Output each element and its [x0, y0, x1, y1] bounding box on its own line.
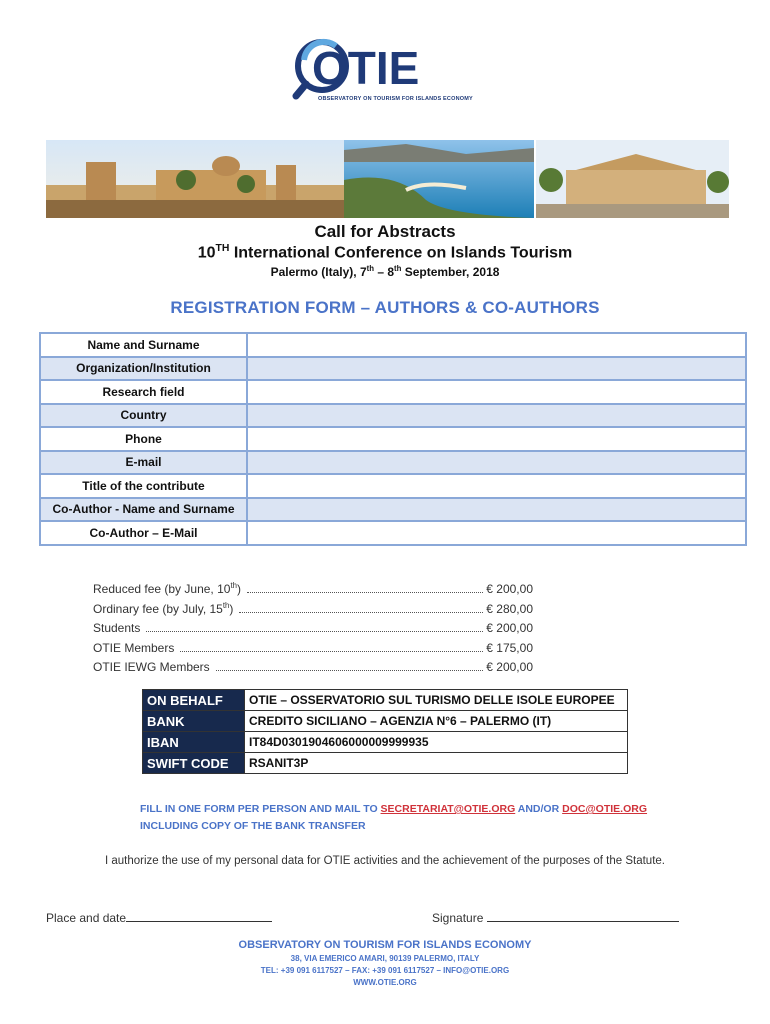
bank-key: ON BEHALF	[143, 690, 245, 711]
form-field-label: Co-Author - Name and Surname	[40, 498, 247, 522]
bank-key: SWIFT CODE	[143, 753, 245, 774]
logo-subtitle: OBSERVATORY ON TOURISM FOR ISLANDS ECONOMY	[318, 96, 473, 102]
call-title: Call for Abstracts	[314, 222, 456, 241]
fee-label: OTIE Members	[93, 640, 175, 655]
form-field-input[interactable]	[247, 498, 746, 522]
bank-row	[143, 753, 628, 774]
form-field-input[interactable]	[247, 357, 746, 381]
signature-field[interactable]	[487, 910, 679, 922]
fee-leader	[239, 612, 483, 613]
form-row	[40, 521, 746, 545]
form-field-label: Title of the contribute	[40, 474, 247, 498]
fee-label: Students	[93, 621, 141, 635]
registration-table	[39, 332, 747, 546]
fee-amount: € 280,00	[486, 601, 533, 616]
fee-leader	[180, 651, 483, 652]
banner-image	[46, 140, 729, 218]
form-field-input[interactable]	[247, 404, 746, 428]
doc-email-link[interactable]: DOC@OTIE.ORG	[562, 803, 648, 815]
fee-amount: € 200,00	[486, 582, 533, 596]
bank-key: IBAN	[143, 732, 245, 753]
bank-transfer-note: INCLUDING COPY OF THE BANK TRANSFER	[140, 820, 366, 832]
bank-details-table	[142, 689, 628, 774]
footer-org: OBSERVATORY ON TOURISM FOR ISLANDS ECONOMY	[238, 939, 532, 951]
fee-item	[93, 640, 533, 660]
form-row	[40, 498, 746, 522]
form-field-label: Research field	[40, 380, 247, 404]
bank-row	[143, 690, 628, 711]
svg-text:OTIE: OTIE	[312, 42, 420, 94]
fee-amount: € 200,00	[486, 660, 533, 674]
fee-label: Reduced fee (by June, 10th)	[93, 581, 241, 596]
form-field-input[interactable]	[247, 521, 746, 545]
fee-amount: € 175,00	[486, 640, 533, 655]
fee-label: Ordinary fee (by July, 15th)	[93, 600, 234, 616]
bank-row	[143, 711, 628, 732]
fee-amount: € 200,00	[486, 621, 533, 635]
form-title: REGISTRATION FORM – AUTHORS & CO-AUTHORS	[170, 298, 600, 317]
form-field-label: Country	[40, 404, 247, 428]
form-row	[40, 333, 746, 357]
footer-address: 38, VIA EMERICO AMARI, 90139 PALERMO, ITALY	[290, 954, 480, 963]
bank-value: CREDITO SICILIANO – AGENZIA N°6 – PALERMO (IT)	[245, 711, 628, 732]
bank-value: OTIE – OSSERVATORIO SUL TURISMO DELLE ISOLE EUROPEE	[245, 690, 628, 711]
mail-instructions: FILL IN ONE FORM PER PERSON AND MAIL TO SECRETARIAT@OTIE.ORG AND/OR DOC@OTIE.ORG	[140, 803, 648, 815]
place-date-field[interactable]	[126, 910, 272, 922]
fee-item	[93, 581, 533, 601]
form-field-input[interactable]	[247, 333, 746, 357]
signature: Signature	[432, 910, 679, 925]
secretariat-email-link[interactable]: SECRETARIAT@OTIE.ORG	[380, 803, 516, 815]
form-field-label: Organization/Institution	[40, 357, 247, 381]
form-field-input[interactable]	[247, 474, 746, 498]
fee-item	[93, 601, 533, 621]
bank-value: RSANIT3P	[245, 753, 628, 774]
form-row	[40, 451, 746, 475]
bank-value: IT84D0301904606000009999935	[245, 732, 628, 753]
fee-item	[93, 659, 533, 679]
bank-key: BANK	[143, 711, 245, 732]
fee-leader	[216, 670, 484, 671]
bank-row	[143, 732, 628, 753]
form-field-label: Phone	[40, 427, 247, 451]
fee-leader	[247, 592, 483, 593]
form-row	[40, 404, 746, 428]
fee-leader	[146, 631, 483, 632]
form-row	[40, 357, 746, 381]
form-field-label: E-mail	[40, 451, 247, 475]
form-field-label: Name and Surname	[40, 333, 247, 357]
fee-label: OTIE IEWG Members	[93, 660, 210, 674]
privacy-authorization: I authorize the use of my personal data for OTIE activities and the achievement of the purposes of the Statute.	[105, 855, 665, 867]
conference-title: 10TH International Conference on Islands Tourism	[197, 243, 573, 262]
form-field-input[interactable]	[247, 380, 746, 404]
form-row	[40, 380, 746, 404]
form-row	[40, 474, 746, 498]
fees-list	[93, 581, 533, 679]
place-date: Place and date	[46, 910, 272, 925]
footer-contacts: TEL: +39 091 6117527 – FAX: +39 091 6117527 – INFO@OTIE.ORG	[260, 966, 510, 975]
fee-item	[93, 620, 533, 640]
form-row	[40, 427, 746, 451]
conference-date: Palermo (Italy), 7th – 8th September, 2018	[270, 264, 500, 279]
form-field-input[interactable]	[247, 427, 746, 451]
form-field-label: Co-Author – E-Mail	[40, 521, 247, 545]
footer-website[interactable]: WWW.OTIE.ORG	[353, 978, 417, 987]
form-field-input[interactable]	[247, 451, 746, 475]
